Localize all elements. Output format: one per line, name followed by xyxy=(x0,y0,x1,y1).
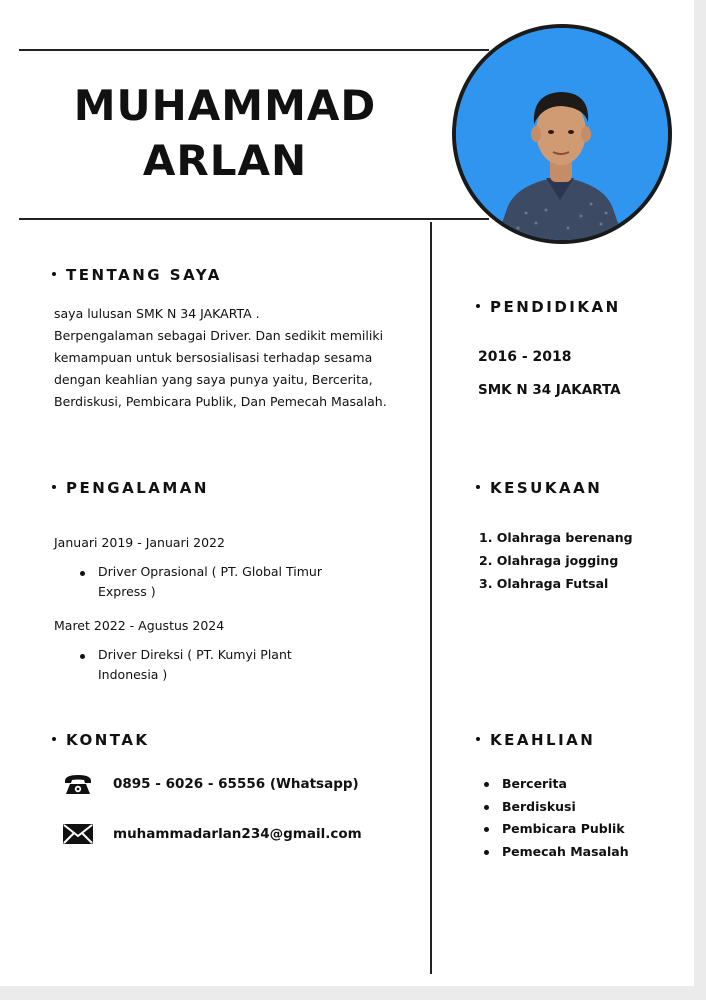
job-role xyxy=(78,562,414,602)
education-heading xyxy=(476,298,621,316)
job-role-line: Driver Oprasional ( PT. Global Timur xyxy=(98,564,322,579)
contact-heading xyxy=(52,731,150,749)
job-2 xyxy=(54,615,414,685)
hobby-item: 2. Olahraga jogging xyxy=(479,553,619,568)
about-line: Berdiskusi, Pembicara Publik, Dan Pemecah Masalah. xyxy=(54,394,387,409)
about-line: saya lulusan SMK N 34 JAKARTA . xyxy=(54,306,260,321)
job-period: Januari 2019 - Januari 2022 xyxy=(54,535,225,550)
job-role-line: Driver Direksi ( PT. Kumyi Plant xyxy=(98,647,292,662)
skills-heading xyxy=(476,731,595,749)
bullet-dot xyxy=(52,272,56,276)
education-years: 2016 - 2018 xyxy=(478,349,572,365)
job-1 xyxy=(54,532,414,602)
bullet-dot xyxy=(52,737,56,741)
about-heading xyxy=(52,266,222,284)
contact-title: KONTAK xyxy=(66,731,150,749)
first-name: MUHAMMAD xyxy=(73,81,377,130)
job-role-line: Indonesia ) xyxy=(98,667,168,682)
hobby-item: 1. Olahraga berenang xyxy=(479,530,633,545)
profile-photo xyxy=(452,24,672,244)
bullet-dot xyxy=(476,485,480,489)
about-line: dengan keahlian yang saya punya yaitu, Bercerita, xyxy=(54,372,373,387)
experience-title: PENGALAMAN xyxy=(66,479,209,497)
person-portrait-icon xyxy=(456,28,668,240)
experience-heading xyxy=(52,479,209,497)
header-bottom-rule xyxy=(19,218,489,220)
job-period: Maret 2022 - Agustus 2024 xyxy=(54,618,225,633)
education-school: SMK N 34 JAKARTA xyxy=(478,382,621,398)
skills-title: KEAHLIAN xyxy=(490,731,596,749)
phone-number: 0895 - 6026 - 65556 (Whatsapp) xyxy=(113,776,359,792)
job-role xyxy=(78,645,414,685)
telephone-icon xyxy=(62,772,94,796)
hobbies-heading xyxy=(476,479,602,497)
bullet-dot xyxy=(476,737,480,741)
resume-name xyxy=(40,78,410,188)
about-line: Berpengalaman sebagai Driver. Dan sedikit memiliki xyxy=(54,328,384,343)
education-title: PENDIDIKAN xyxy=(490,298,621,316)
skill-item: Pemecah Masalah xyxy=(482,841,629,864)
envelope-icon xyxy=(62,822,94,846)
about-text xyxy=(54,303,424,413)
hobbies-list xyxy=(479,526,633,595)
about-title: TENTANG SAYA xyxy=(66,266,222,284)
skill-item: Bercerita xyxy=(482,773,629,796)
skills-list xyxy=(482,773,629,863)
about-line: kemampuan untuk bersosialisasi terhadap sesama xyxy=(54,350,373,365)
job-roles xyxy=(78,562,414,602)
email-address: muhammadarlan234@gmail.com xyxy=(113,826,362,842)
skill-item: Berdiskusi xyxy=(482,796,629,819)
header-top-rule xyxy=(19,49,489,51)
hobbies-title: KESUKAAN xyxy=(490,479,603,497)
skill-item: Pembicara Publik xyxy=(482,818,629,841)
last-name: ARLAN xyxy=(142,136,308,185)
hobby-item: 3. Olahraga Futsal xyxy=(479,576,609,591)
column-divider xyxy=(430,222,432,974)
job-roles xyxy=(78,645,414,685)
bullet-dot xyxy=(476,304,480,308)
bullet-dot xyxy=(52,485,56,489)
job-role-line: Express ) xyxy=(98,584,156,599)
